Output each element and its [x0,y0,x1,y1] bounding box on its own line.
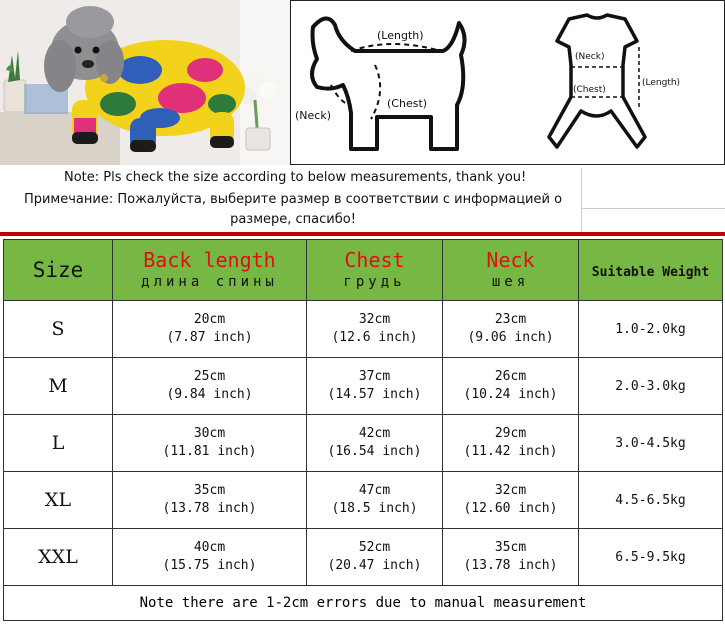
size-cell: L [4,415,113,472]
red-divider [0,232,725,236]
chest-cell: 32cm (12.6 inch) [307,301,443,358]
weight-cell: 3.0-4.5kg [579,415,723,472]
size-cell: XXL [4,529,113,586]
weight-cell: 4.5-6.5kg [579,472,723,529]
header-back-length-en: Back length [143,248,276,272]
chest-cell: 42cm (16.54 inch) [307,415,443,472]
garment-chest-label: (Chest) [573,85,606,95]
back-length-cell: 25cm (9.84 inch) [113,358,307,415]
note-english: Note: Pls check the size according to below measurements, thank you! [64,170,527,185]
chest-cell: 47cm (18.5 inch) [307,472,443,529]
dog-chest-label: (Chest) [387,97,428,110]
banner [0,0,725,165]
note-russian: Примечание: Пожалуйста, выберите размер в соответствии с информацией о размере, спасибо! [23,192,563,227]
table-row [4,301,723,358]
garment-outline-figure [549,15,645,147]
weight-cell: 1.0-2.0kg [579,301,723,358]
table-header-row [4,240,723,301]
dog-neck-label: (Neck) [295,109,331,122]
header-chest [307,240,443,301]
neck-cell: 32cm (12.60 inch) [443,472,579,529]
weight-cell: 6.5-9.5kg [579,529,723,586]
header-back-length [113,240,307,301]
table-row [4,358,723,415]
table-row [4,472,723,529]
neck-cell: 23cm (9.06 inch) [443,301,579,358]
dog-in-camo-jumpsuit-image [0,0,290,165]
garment-neck-label: (Neck) [575,52,605,62]
header-chest-en: Chest [344,248,405,272]
chest-cell: 52cm (20.47 inch) [307,529,443,586]
weight-cell: 2.0-3.0kg [579,358,723,415]
header-neck [443,240,579,301]
header-neck-en: Neck [486,248,535,272]
back-length-cell: 20cm (7.87 inch) [113,301,307,358]
size-chart-table [3,239,723,621]
header-chest-ru: грудь [343,274,406,290]
size-cell: M [4,358,113,415]
back-length-cell: 30cm (11.81 inch) [113,415,307,472]
header-size: Size [4,240,113,301]
neck-cell: 35cm (13.78 inch) [443,529,579,586]
back-length-cell: 35cm (13.78 inch) [113,472,307,529]
divider [581,168,582,232]
header-back-length-ru: длина спины [141,274,278,290]
back-length-cell: 40cm (15.75 inch) [113,529,307,586]
product-photo [0,0,290,165]
garment-length-label: (Length) [642,78,681,88]
chest-cell: 37cm (14.57 inch) [307,358,443,415]
table-row [4,415,723,472]
table-row [4,529,723,586]
neck-cell: 29cm (11.42 inch) [443,415,579,472]
measurement-error-note: Note there are 1-2cm errors due to manual measurement [4,586,723,621]
size-cell: XL [4,472,113,529]
header-neck-ru: шея [491,274,530,290]
measurement-diagram [290,0,725,165]
dog-length-label: (Length) [377,29,424,42]
size-cell: S [4,301,113,358]
divider [581,208,725,209]
header-weight: Suitable Weight [579,240,723,301]
neck-cell: 26cm (10.24 inch) [443,358,579,415]
table-footer-row [4,586,723,621]
